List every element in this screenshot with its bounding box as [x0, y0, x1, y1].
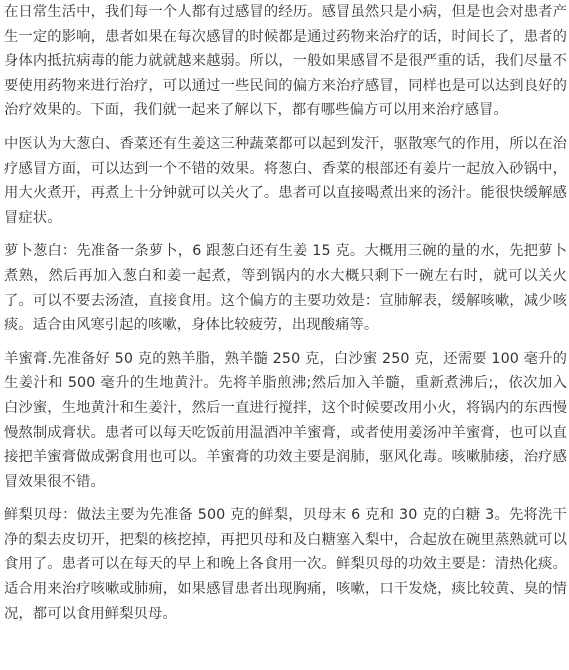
- paragraph-pear-fritillaria: 鲜梨贝母：做法主要为先准备 500 克的鲜梨，贝母末 6 克和 30 克的白糖 3。先将洗干净的梨去皮切开，把梨的核挖掉，再把贝母和及白糖塞入梨中，合起放在碗里蒸熟就可以食用了。患者可以在每天的早上和晚上各食用一次。鲜梨贝母的功效主要是：清热化痰。适合用来治疗咳嗽或肺痈，如果感冒患者出现胸痛，咳嗽，口干发烧，痰比较黄、臭的情况，都可以食用鲜梨贝母。: [4, 507, 567, 622]
- paragraph-intro: 在日常生活中，我们每一个人都有过感冒的经历。感冒虽然只是小病，但是也会对患者产生一定的影响，患者如果在每次感冒的时候都是通过药物来治疗的话，时间长了，患者的身体内抵抗病毒的能力就就越来越弱。所以，一般如果感冒不是很严重的话，我们尽量不要使用药物来进行治疗，可以通过一些民间的偏方来治疗感冒，同样也是可以达到良好的治疗效果的。下面，我们就一起来了解以下，都有哪些偏方可以用来治疗感冒。: [4, 4, 567, 119]
- paragraph-scallion-coriander-ginger: 中医认为大葱白、香菜还有生姜这三种蔬菜都可以起到发汗，驱散寒气的作用，所以在治疗感冒方面，可以达到一个不错的效果。将葱白、香菜的根部还有姜片一起放入砂锅中，用大火煮开，再煮上十分钟就可以关火了。患者可以直接喝煮出来的汤汁。能很快缓解感冒症状。: [4, 135, 567, 226]
- paragraph-radish-scallion: 萝卜葱白：先准备一条萝卜，6 跟葱白还有生姜 15 克。大概用三碗的量的水，先把萝卜煮熟，然后再加入葱白和姜一起煮，等到锅内的水大概只剩下一碗左右时，就可以关火了。可以不要去汤渣，直接食用。这个偏方的主要功效是：宣肺解表，缓解咳嗽，减少咳痰。适合由风寒引起的咳嗽，身体比较疲劳，出现酸痛等。: [4, 243, 567, 334]
- paragraph-mutton-honey-paste: 羊蜜膏.先准备好 50 克的熟羊脂，熟羊髓 250 克，白沙蜜 250 克，还需要 100 毫升的生姜汁和 500 毫升的生地黄汁。先将羊脂煎沸;然后加入羊髓，重新煮沸后;，依次加入白沙蜜，生地黄汁和生姜汁，然后一直进行搅拌，这个时候要改用小火，将锅内的东西慢慢熬制成膏状。患者可以每天吃饭前用温酒冲羊蜜膏，或者使用姜汤冲羊蜜膏，也可以直接把羊蜜膏做成粥食用也可以。羊蜜膏的功效主要是润肺，驱风化毒。咳嗽肺痿，治疗感冒效果很不错。: [4, 350, 567, 490]
